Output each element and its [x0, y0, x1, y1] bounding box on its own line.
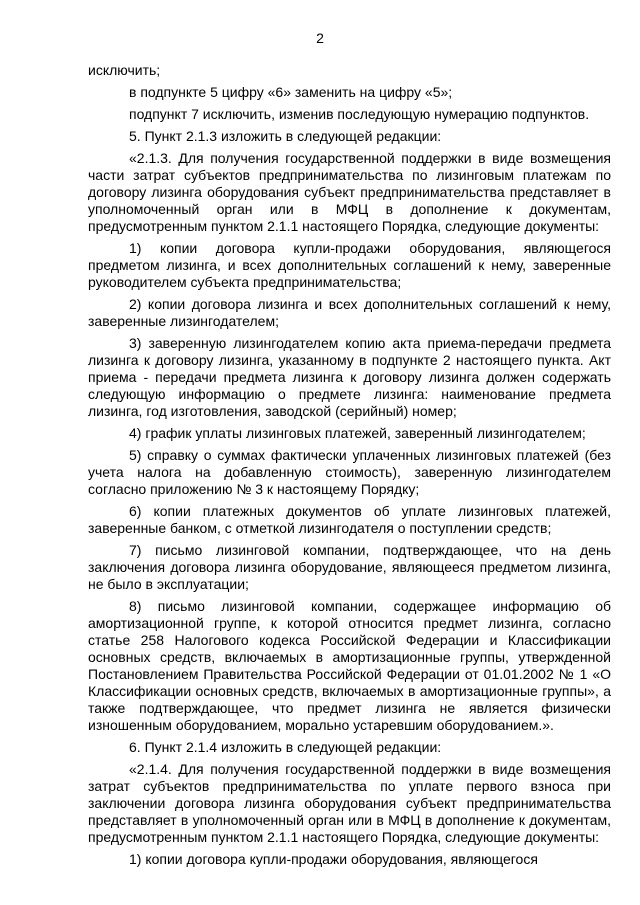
list-item: 8) письмо лизинговой компании, содержащее информацию об амортизационной группе, к которой относится предмет лизинга, согласно статье 258 Налогового кодекса Российской Федерации и Классификации основных средств, включаемых в амортизационные группы, утвержденной Постановлением Правительства Российской Федерации от 01.01.2002 № 1 «О Классификации основных средств, включаемых в амортизационные группы», а также подтверждающее, что предмет лизинга не является физически изношенным оборудованием, морально устаревшим оборудованием.».: [88, 598, 611, 733]
list-item: 1) копии договора купли-продажи оборудования, являющегося предметом лизинга, и всех дополнительных соглашений к нему, заверенные руководителем субъекта предпринимательства;: [88, 240, 611, 290]
paragraph: 5. Пункт 2.1.3 изложить в следующей редакции:: [129, 128, 442, 144]
list-item: 2) копии договора лизинга и всех дополнительных соглашений к нему, заверенные лизингодателем;: [88, 296, 611, 329]
list-item: 7) письмо лизинговой компании, подтверждающее, что на день заключения договора лизинга оборудование, являющееся предметом лизинга, не было в эксплуатации;: [88, 542, 611, 592]
paragraph: подпункт 7 исключить, изменив последующую нумерацию подпунктов.: [129, 106, 590, 122]
page-number: 2: [316, 30, 324, 46]
paragraph: исключить;: [88, 62, 161, 78]
list-item: 5) справку о суммах фактически уплаченных лизинговых платежей (без учета налога на добавленную стоимость), заверенную лизингодателем согласно приложению № 3 к настоящему Порядку;: [88, 447, 611, 497]
list-item: 4) график уплаты лизинговых платежей, заверенный лизингодателем;: [129, 425, 586, 441]
list-item: 1) копии договора купли-продажи оборудования, являющегося: [129, 851, 538, 867]
list-item: 3) заверенную лизингодателем копию акта приема-передачи предмета лизинга к договору лизинга, указанному в подпункте 2 настоящего пункта. Акт приема - передачи предмета лизинга к договору лизинга должен содержать следующую информацию о предмете лизинга: наименование предмета лизинга, год изготовления, заводской (серийный) номер;: [88, 335, 611, 419]
paragraph: «2.1.4. Для получения государственной поддержки в виде возмещения затрат субъектов предпринимательства по уплате первого взноса при заключении договора лизинга оборудования субъект предпринимательства представляет в уполномоченный орган или в МФЦ в дополнение к документам, предусмотренным пунктом 2.1.1 настоящего Порядка, следующие документы:: [88, 761, 611, 845]
list-item: 6) копии платежных документов об уплате лизинговых платежей, заверенные банком, с отметкой лизингодателя о поступлении средств;: [88, 503, 611, 536]
paragraph: в подпункте 5 цифру «6» заменить на цифру «5»;: [129, 84, 453, 100]
document-body: [88, 62, 611, 868]
paragraph: «2.1.3. Для получения государственной поддержки в виде возмещения части затрат субъектов предпринимательства по лизинговым платежам по договору лизинга оборудования субъект предпринимательства представляет в уполномоченный орган или в МФЦ в дополнение к документам, предусмотренным пунктом 2.1.1 настоящего Порядка, следующие документы:: [88, 150, 611, 234]
paragraph: 6. Пункт 2.1.4 изложить в следующей редакции:: [129, 739, 442, 755]
